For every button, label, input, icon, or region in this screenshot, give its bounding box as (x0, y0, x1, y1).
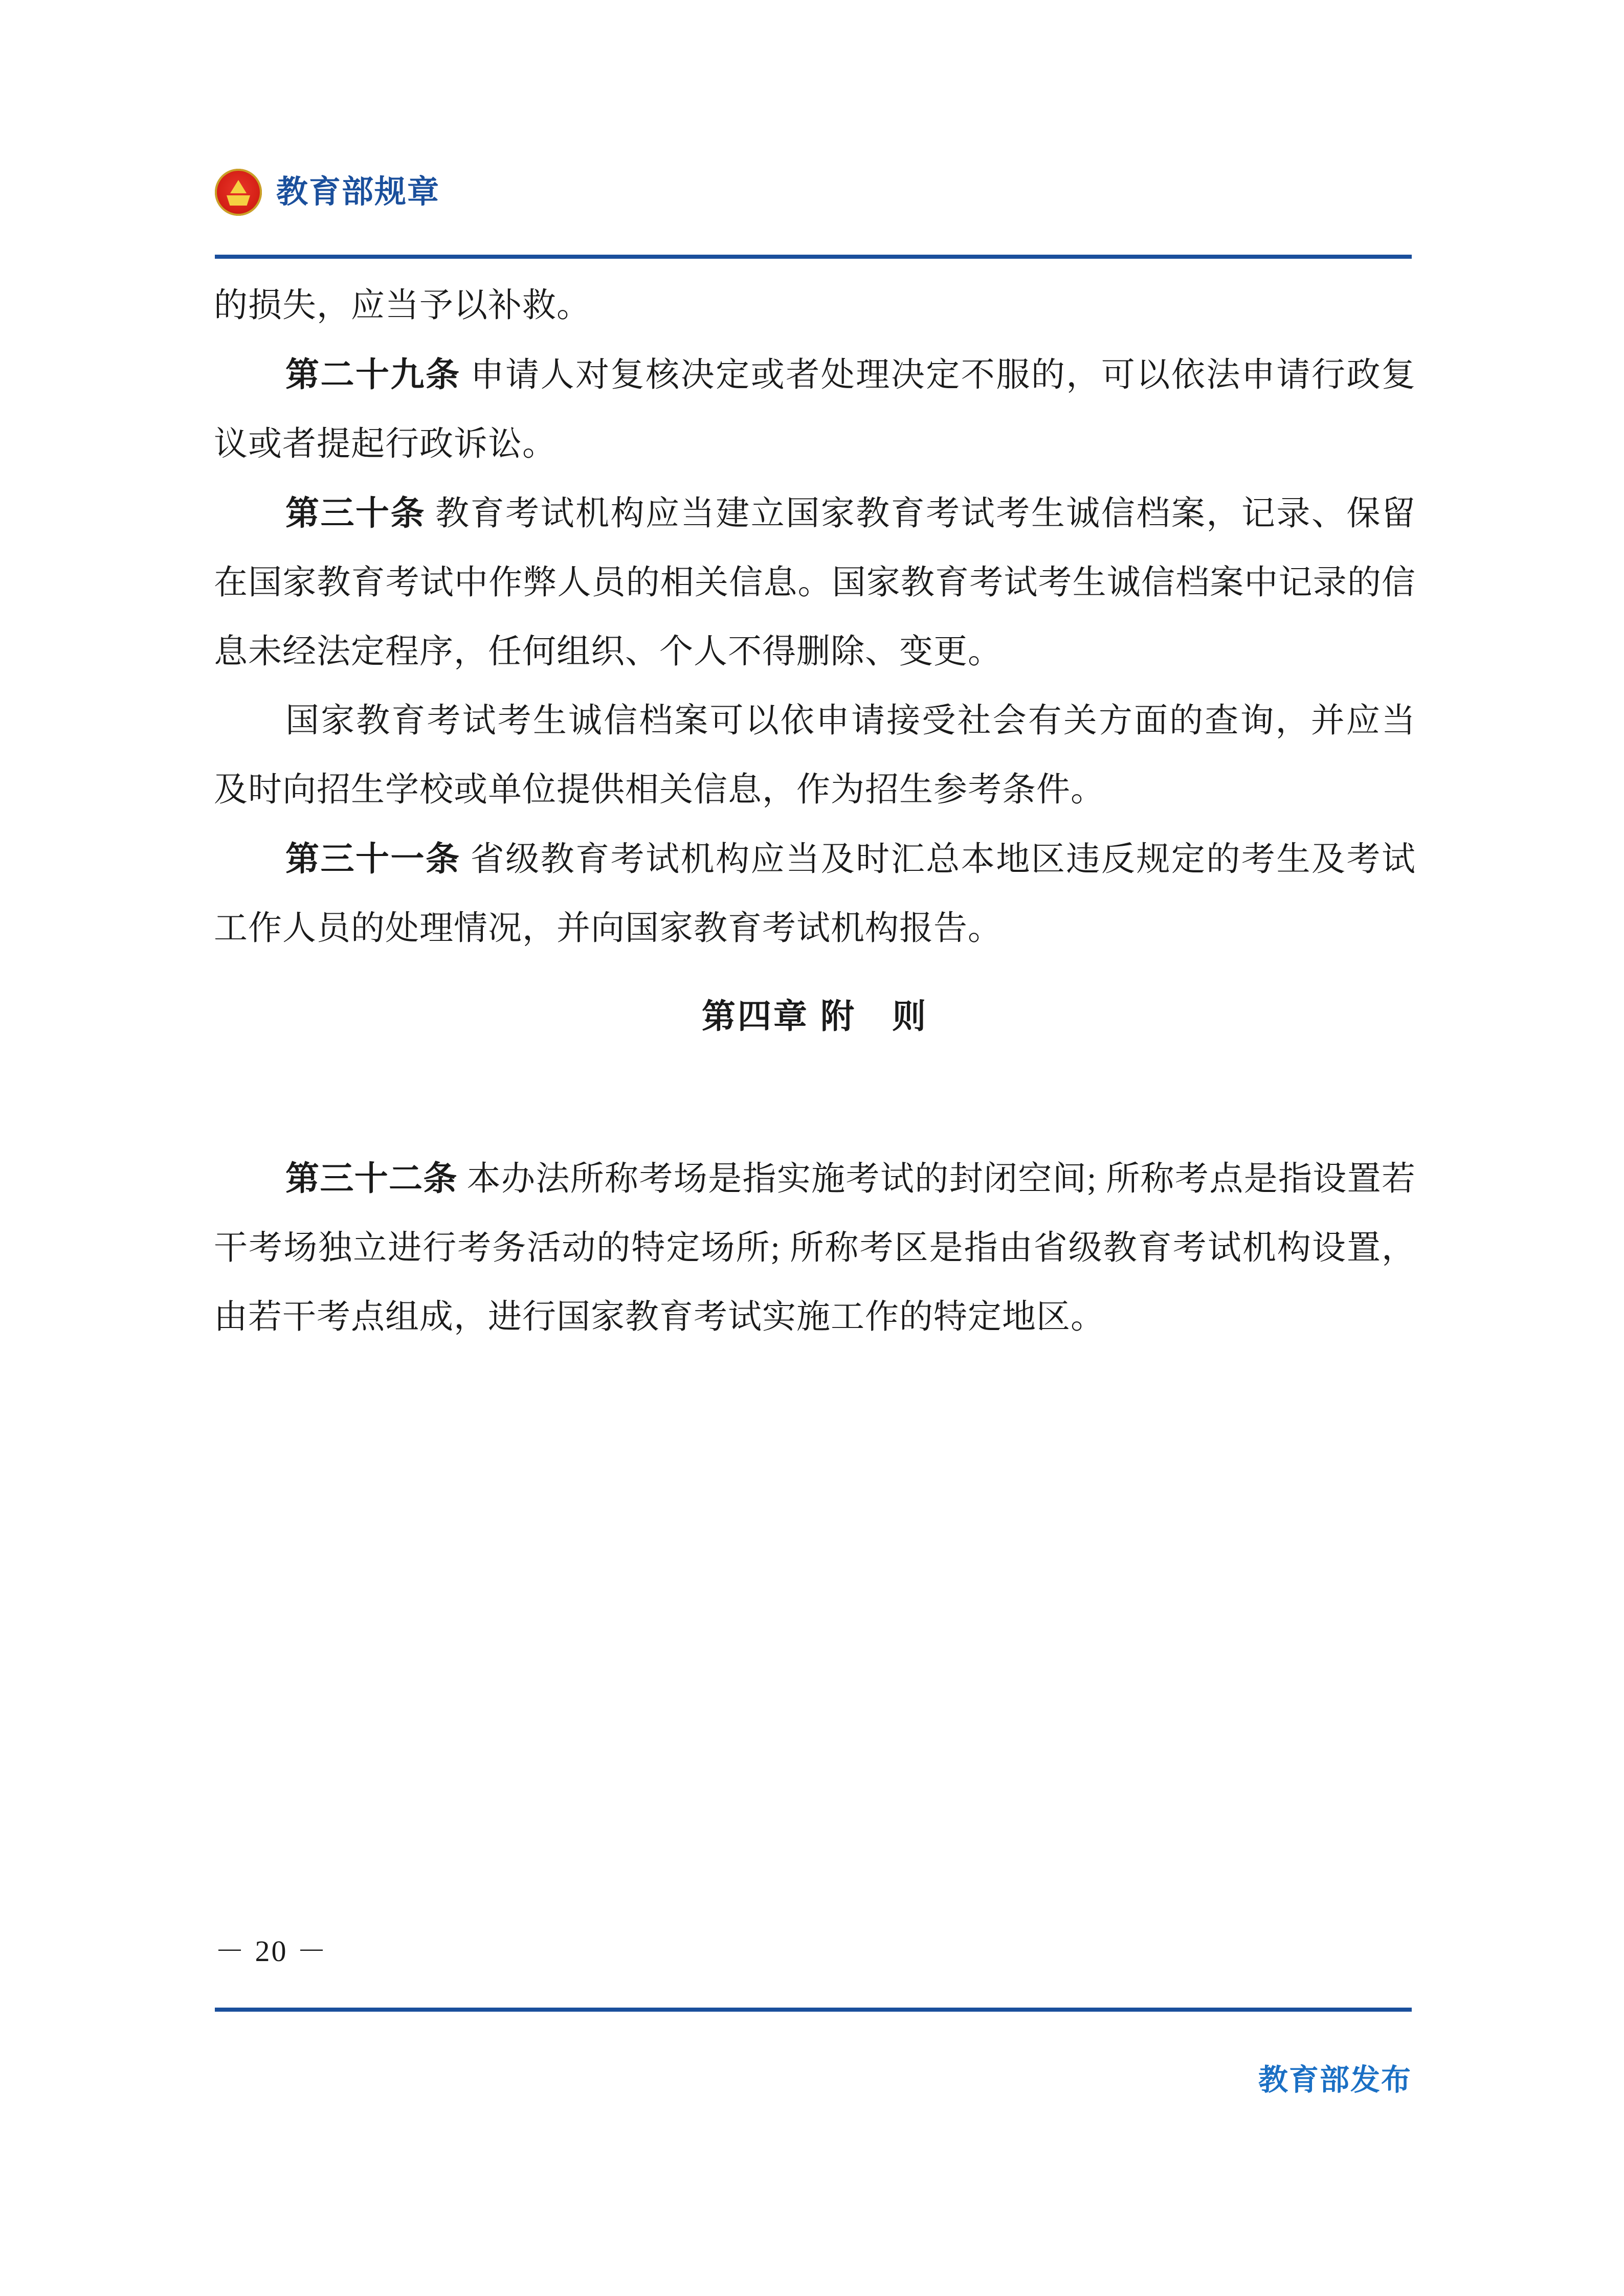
page-header (215, 169, 440, 216)
paragraph-text: 省级教育考试机构应当及时汇总本地区违反规定的考生及考试工作人员的处理情况，并向国家教育考试机构报告。 (214, 841, 1416, 947)
paragraph (214, 686, 1416, 824)
header-title: 教育部规章 (276, 174, 440, 210)
article-label: 第三十二条 (285, 1159, 458, 1197)
national-emblem-icon (215, 169, 262, 216)
article-label: 第二十九条 (285, 355, 461, 393)
paragraph (214, 1144, 1416, 1352)
paragraph-text: 本办法所称考场是指实施考试的封闭空间; 所称考点是指设置若干考场独立进行考务活动的特定场所; 所称考区是指由省级教育考试机构设置，由若干考点组成，进行国家教育考试实施工作的特定地区。 (214, 1160, 1416, 1336)
paragraph (214, 479, 1416, 686)
article-label: 第三十条 (285, 494, 426, 532)
document-body (214, 271, 1416, 1352)
paragraph (214, 340, 1416, 479)
publisher-label: 教育部发布 (1258, 2063, 1412, 2097)
header-divider (215, 255, 1412, 259)
paragraph-text: 国家教育考试考生诚信档案可以依申请接受社会有关方面的查询，并应当及时向招生学校或单位提供相关信息，作为招生参考条件。 (214, 702, 1416, 808)
paragraph-text: 教育考试机构应当建立国家教育考试考生诚信档案，记录、保留在国家教育考试中作弊人员的相关信息。国家教育考试考生诚信档案中记录的信息未经法定程序，任何组织、个人不得删除、变更。 (214, 495, 1416, 670)
paragraph (214, 824, 1416, 963)
page-number: － 20 － (215, 1934, 328, 1968)
paragraph (214, 271, 1416, 340)
chapter-spacer (214, 1047, 1416, 1144)
paragraph-text: 申请人对复核决定或者处理决定不服的，可以依法申请行政复议或者提起行政诉讼。 (214, 356, 1416, 463)
paragraph-text: 的损失，应当予以补救。 (214, 287, 591, 324)
article-label: 第三十一条 (285, 840, 461, 877)
chapter-heading: 第四章 附 则 (701, 997, 928, 1035)
footer-divider (215, 2008, 1412, 2012)
